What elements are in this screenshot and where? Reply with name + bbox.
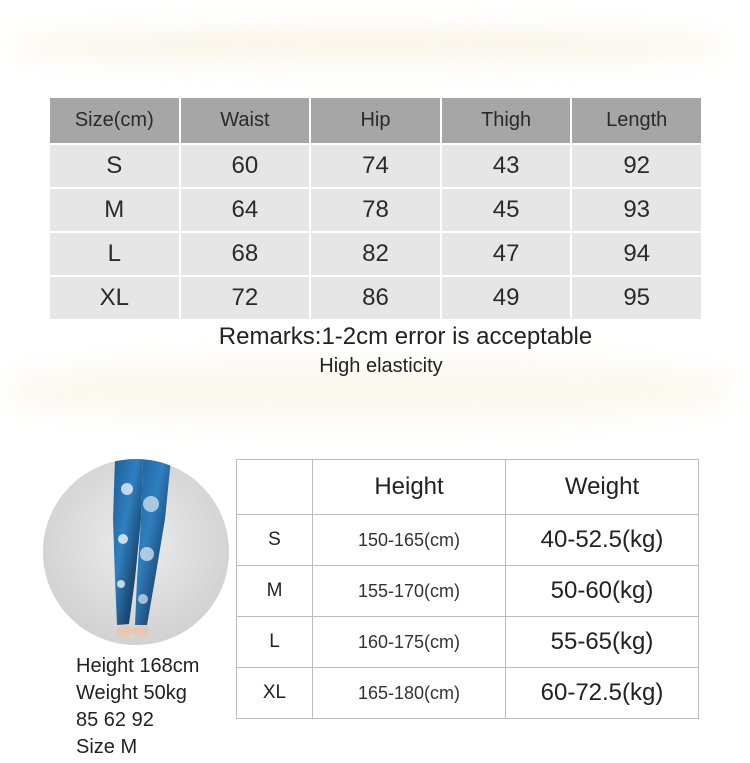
header-height: Height bbox=[313, 460, 506, 515]
size-chart-table bbox=[48, 96, 703, 321]
hip-cell: 78 bbox=[310, 188, 441, 232]
waist-cell: 60 bbox=[180, 144, 311, 188]
hip-cell: 74 bbox=[310, 144, 441, 188]
thigh-cell: 43 bbox=[441, 144, 572, 188]
weight-range-cell: 60-72.5(kg) bbox=[506, 668, 699, 719]
model-weight: Weight 50kg bbox=[76, 682, 187, 704]
table-row bbox=[49, 276, 702, 320]
header-blank bbox=[237, 460, 313, 515]
hip-cell: 86 bbox=[310, 276, 441, 320]
table-row bbox=[49, 232, 702, 276]
model-height: Height 168cm bbox=[76, 655, 200, 677]
remarks-text: Remarks:1-2cm error is acceptable bbox=[218, 323, 593, 350]
size-chart-header-row bbox=[49, 97, 702, 144]
model-measurements: 85 62 92 bbox=[76, 709, 154, 731]
size-cell: M bbox=[49, 188, 180, 232]
model-size: Size M bbox=[76, 736, 138, 758]
size-cell: L bbox=[49, 232, 180, 276]
waist-cell: 72 bbox=[180, 276, 311, 320]
table-row bbox=[49, 188, 702, 232]
elasticity-text: High elasticity bbox=[319, 355, 443, 377]
model-photo bbox=[43, 459, 229, 645]
table-row bbox=[49, 144, 702, 188]
table-row bbox=[237, 617, 699, 668]
thigh-cell: 45 bbox=[441, 188, 572, 232]
table-row bbox=[237, 668, 699, 719]
background-smudge bbox=[20, 28, 720, 64]
thigh-cell: 47 bbox=[441, 232, 572, 276]
length-cell: 94 bbox=[571, 232, 702, 276]
size-cell: XL bbox=[49, 276, 180, 320]
size-cell: XL bbox=[237, 668, 313, 719]
header-hip: Hip bbox=[310, 97, 441, 144]
height-range-cell: 150-165(cm) bbox=[313, 515, 506, 566]
table-row bbox=[237, 515, 699, 566]
header-weight: Weight bbox=[506, 460, 699, 515]
length-cell: 92 bbox=[571, 144, 702, 188]
header-thigh: Thigh bbox=[441, 97, 572, 144]
hip-cell: 82 bbox=[310, 232, 441, 276]
header-waist: Waist bbox=[180, 97, 311, 144]
size-cell: M bbox=[237, 566, 313, 617]
weight-range-cell: 40-52.5(kg) bbox=[506, 515, 699, 566]
height-range-cell: 155-170(cm) bbox=[313, 566, 506, 617]
size-cell: L bbox=[237, 617, 313, 668]
height-range-cell: 160-175(cm) bbox=[313, 617, 506, 668]
header-size: Size(cm) bbox=[49, 97, 180, 144]
fit-chart-table bbox=[236, 459, 699, 719]
fit-chart-header-row bbox=[237, 460, 699, 515]
length-cell: 93 bbox=[571, 188, 702, 232]
size-cell: S bbox=[49, 144, 180, 188]
weight-range-cell: 55-65(kg) bbox=[506, 617, 699, 668]
waist-cell: 68 bbox=[180, 232, 311, 276]
size-cell: S bbox=[237, 515, 313, 566]
thigh-cell: 49 bbox=[441, 276, 572, 320]
weight-range-cell: 50-60(kg) bbox=[506, 566, 699, 617]
model-info bbox=[76, 653, 199, 761]
length-cell: 95 bbox=[571, 276, 702, 320]
header-length: Length bbox=[571, 97, 702, 144]
leggings-illustration bbox=[43, 459, 229, 645]
height-range-cell: 165-180(cm) bbox=[313, 668, 506, 719]
table-row bbox=[237, 566, 699, 617]
waist-cell: 64 bbox=[180, 188, 311, 232]
